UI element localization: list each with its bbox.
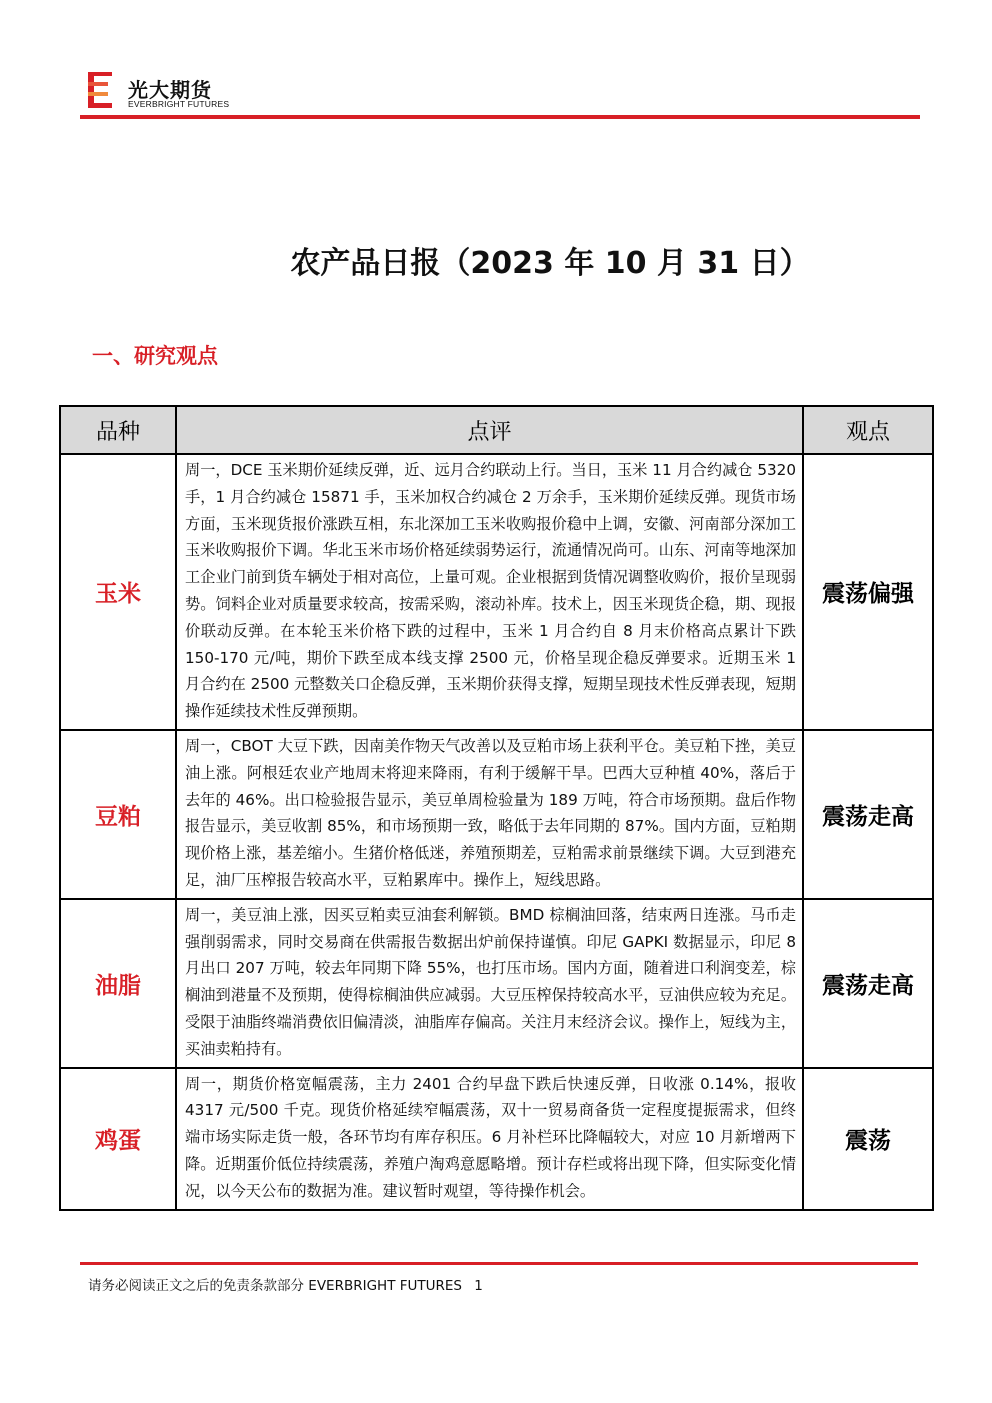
comment-text: 周一，CBOT 大豆下跌，因南美作物天气改善以及豆粕市场上获利平仓。美豆粕下挫，美豆油上涨。阿根廷农业产地周末将迎来降雨，有利于缓解干旱。巴西大豆种植 40%，落后于去年的 46%。出口检验报告显示，美豆单周检验量为 189 万吨，符合市场预期。盘后作物报告显示，美豆收割 85%，和市场预期一致，略低于去年同期的 87%。国内方面，豆粕期现价格上涨，基差缩小。生猪价格低迷，养殖预期差，豆粕需求前景继续下调。大豆到港充足，油厂压榨报告较高水平，豆粕累库中。操作上，短线思路。 — [176, 730, 803, 899]
view-label: 震荡走高 — [803, 730, 933, 899]
view-label: 震荡偏强 — [803, 454, 933, 730]
table-row — [60, 454, 933, 730]
table-row — [60, 730, 933, 899]
table-row — [60, 899, 933, 1068]
view-label: 震荡走高 — [803, 899, 933, 1068]
everbright-logo-icon — [88, 72, 112, 108]
page-number: 1 — [474, 1278, 483, 1294]
view-label: 震荡 — [803, 1068, 933, 1210]
variety-name: 豆粕 — [60, 730, 176, 899]
header-view: 观点 — [803, 406, 933, 454]
variety-name: 油脂 — [60, 899, 176, 1068]
footer-divider — [80, 1262, 918, 1265]
variety-name: 鸡蛋 — [60, 1068, 176, 1210]
section-heading: 一、研究观点 — [92, 344, 218, 368]
comment-text: 周一，美豆油上涨，因买豆粕卖豆油套利解锁。BMD 棕榈油回落，结束两日连涨。马币走强削弱需求，同时交易商在供需报告数据出炉前保持谨慎。印尼 GAPKI 数据显示，印尼 8 月出口 207 万吨，较去年同期下降 55%，也打压市场。国内方面，随着进口利润变差，棕榈油到港量不及预期，使得棕榈油供应减弱。大豆压榨保持较高水平，豆油供应较为充足。受限于油脂终端消费依旧偏清淡，油脂库存偏高。关注月末经济会议。操作上，短线为主，买油卖粕持有。 — [176, 899, 803, 1068]
footer-disclaimer — [88, 1274, 483, 1294]
variety-name: 玉米 — [60, 454, 176, 730]
table-header-row — [60, 406, 933, 454]
header-variety: 品种 — [60, 406, 176, 454]
logo-chinese-name: 光大期货 — [128, 78, 212, 102]
document-title: 农产品日报（2023 年 10 月 31 日） — [290, 246, 810, 281]
header-divider — [80, 115, 920, 119]
footer-disclaimer-text: 请务必阅读正文之后的免责条款部分 EVERBRIGHT FUTURES — [88, 1278, 462, 1294]
research-view-table — [59, 405, 934, 1211]
comment-text: 周一，期货价格宽幅震荡，主力 2401 合约早盘下跌后快速反弹，日收涨 0.14%，报收 4317 元/500 千克。现货价格延续窄幅震荡，双十一贸易商备货一定程度提振需求，但终端市场实际走货一般，各环节均有库存积压。6 月补栏环比降幅较大，对应 10 月新增两下降。近期蛋价低位持续震荡，养殖户淘鸡意愿略增。预计存栏或将出现下降，但实际变化情况，以今天公布的数据为准。建议暂时观望，等待操作机会。 — [176, 1068, 803, 1210]
table-row — [60, 1068, 933, 1210]
header-comment: 点评 — [176, 406, 803, 454]
logo-english-name: EVERBRIGHT FUTURES — [128, 99, 230, 109]
comment-text: 周一，DCE 玉米期价延续反弹，近、远月合约联动上行。当日，玉米 11 月合约减仓 5320 手，1 月合约减仓 15871 手，玉米加权合约减仓 2 万余手，玉米期价延续反弹。现货市场方面，玉米现货报价涨跌互相，东北深加工玉米收购报价稳中上调，安徽、河南部分深加工玉米收购报价下调。华北玉米市场价格延续弱势运行，流通情况尚可。山东、河南等地深加工企业门前到货车辆处于相对高位，上量可观。企业根据到货情况调整收购价，报价呈现弱势。饲料企业对质量要求较高，按需采购，滚动补库。技术上，因玉米现货企稳，期、现报价联动反弹。在本轮玉米价格下跌的过程中，玉米 1 月合约自 8 月末价格高点累计下跌 150-170 元/吨，期价下跌至成本线支撑 2500 元，价格呈现企稳反弹要求。近期玉米 1 月合约在 2500 元整数关口企稳反弹，玉米期价获得支撑，短期呈现技术性反弹表现，短期操作延续技术性反弹预期。 — [176, 454, 803, 730]
company-logo — [88, 72, 238, 112]
